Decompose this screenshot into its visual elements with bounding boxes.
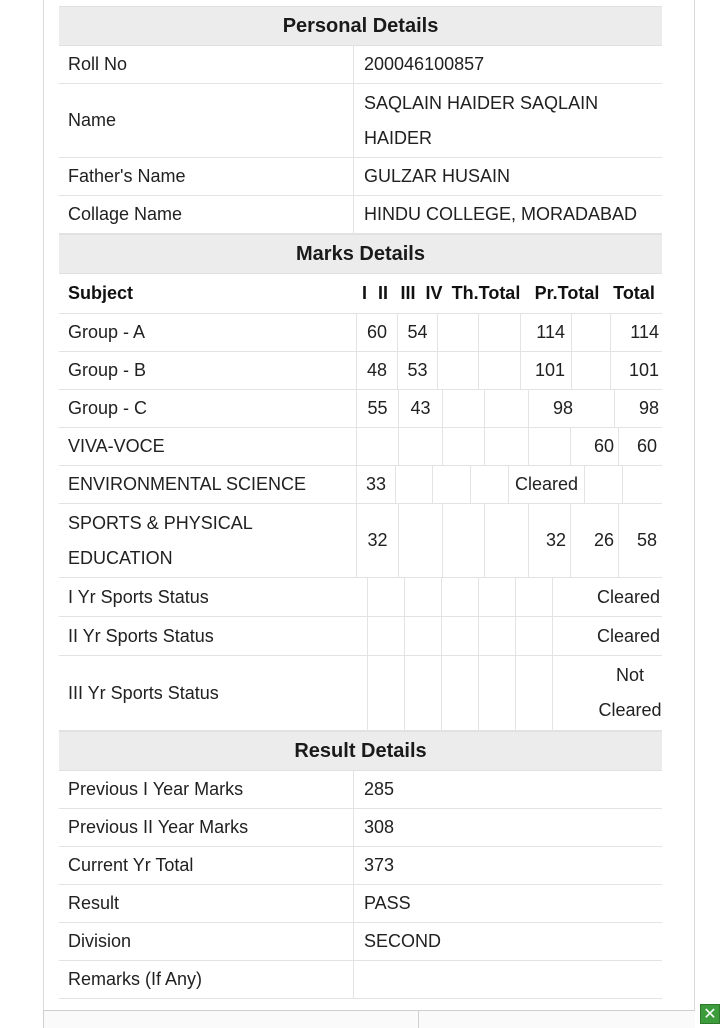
mark-iv [485, 390, 529, 427]
mark-pr [579, 390, 615, 427]
mark-i: 33 [357, 466, 396, 503]
prev1-value: 285 [353, 771, 662, 808]
status-value: Cleared [596, 586, 660, 607]
col-iv-header: IV [425, 283, 443, 303]
sports-status-row-2 [59, 617, 662, 656]
status-cell [479, 617, 516, 655]
result-card [59, 6, 662, 999]
father-row [59, 158, 662, 196]
mark-ii [399, 428, 443, 465]
status-cell [516, 617, 553, 655]
mark-total: 114 [630, 322, 659, 342]
marks-row-environmental-science [59, 466, 662, 504]
mark-ii: 53 [398, 352, 438, 389]
mark-i: 60 [357, 314, 398, 351]
bottom-table-border [43, 1011, 696, 1028]
current-total-label: Current Yr Total [68, 855, 194, 875]
mark-i [357, 428, 399, 465]
roll-label: Roll No [68, 54, 128, 74]
mark-iv [479, 314, 521, 351]
col-ii-header: II [377, 283, 388, 303]
mark-iii [443, 428, 485, 465]
bottom-table-edge [43, 1010, 695, 1028]
col-iii-header: III [400, 283, 416, 303]
mark-th [529, 428, 571, 465]
status-cell [516, 656, 553, 730]
mark-iii [438, 352, 479, 389]
mark-pr [571, 314, 611, 351]
mark-pr [585, 466, 623, 503]
subject-cell: ENVIRONMENTAL SCIENCE [68, 474, 307, 494]
college-label: Collage Name [68, 204, 183, 224]
mark-total: 60 [636, 436, 657, 456]
mark-th: Cleared [509, 466, 585, 503]
roll-value: 200046100857 [353, 46, 662, 83]
mark-iii [433, 466, 471, 503]
status-cell [516, 578, 553, 616]
marks-header-row [59, 274, 662, 314]
mark-total [623, 466, 662, 503]
marks-row-group-a [59, 314, 662, 352]
roll-row [59, 46, 662, 84]
status-cell [405, 617, 442, 655]
prev2-value: 308 [353, 809, 662, 846]
result-label: Result [68, 893, 120, 913]
prev1-row [59, 771, 662, 809]
subject-cell: SPORTS & PHYSICAL EDUCATION [68, 512, 253, 568]
status-cell [368, 578, 405, 616]
mark-iv [479, 352, 521, 389]
mark-i: 48 [357, 352, 398, 389]
status-cell [442, 656, 479, 730]
mark-i: 32 [357, 504, 399, 577]
mark-pr: 26 [571, 504, 619, 577]
subject-header: Subject [68, 283, 134, 303]
marks-row-viva-voce [59, 428, 662, 466]
current-total-value: 373 [353, 847, 662, 884]
mark-iv [485, 428, 529, 465]
prev2-label: Previous II Year Marks [68, 817, 249, 837]
mark-ii: 43 [399, 390, 443, 427]
mark-total: 101 [628, 360, 659, 380]
mark-pr: 60 [571, 428, 619, 465]
col-total-header: Total [613, 283, 655, 303]
mark-iii [438, 314, 479, 351]
status-cell [405, 578, 442, 616]
name-row [59, 84, 662, 158]
remarks-label: Remarks (If Any) [68, 969, 203, 989]
col-th-header: Th.Total [451, 283, 521, 303]
frame-left-border [43, 0, 44, 1010]
status-value: Not Cleared [598, 665, 662, 720]
mark-iii [443, 504, 485, 577]
subject-cell: Group - B [68, 360, 147, 380]
status-label: II Yr Sports Status [68, 625, 214, 646]
mark-iv [485, 504, 529, 577]
result-row [59, 885, 662, 923]
division-label: Division [68, 931, 132, 951]
status-value: Cleared [596, 625, 660, 646]
marks-details-heading: Marks Details [59, 234, 662, 274]
marks-row-group-c [59, 390, 662, 428]
name-label: Name [68, 110, 117, 130]
status-label: I Yr Sports Status [68, 586, 209, 607]
college-value: HINDU COLLEGE, MORADABAD [353, 196, 662, 233]
status-cell [368, 617, 405, 655]
division-value: SECOND [353, 923, 662, 960]
father-label: Father's Name [68, 166, 186, 186]
status-label: III Yr Sports Status [68, 682, 219, 703]
division-row [59, 923, 662, 961]
bottom-table-divider [418, 1011, 419, 1028]
prev1-label: Previous I Year Marks [68, 779, 244, 799]
mark-pr [571, 352, 611, 389]
status-cell [442, 617, 479, 655]
mark-total: 98 [638, 398, 659, 418]
status-cell [368, 656, 405, 730]
marks-row-sports-physical-education [59, 504, 662, 578]
mark-th: 114 [536, 322, 565, 342]
close-icon[interactable]: ✕ [700, 1004, 720, 1024]
marks-row-group-b [59, 352, 662, 390]
mark-i: 55 [357, 390, 399, 427]
personal-details-heading: Personal Details [59, 6, 662, 46]
result-value: PASS [353, 885, 662, 922]
status-cell [405, 656, 442, 730]
subject-cell: VIVA-VOCE [68, 436, 165, 456]
mark-ii [399, 504, 443, 577]
status-cell [479, 656, 516, 730]
name-value: SAQLAIN HAIDER SAQLAIN HAIDER [353, 84, 662, 157]
mark-ii [396, 466, 433, 503]
status-cell [442, 578, 479, 616]
mark-iii [443, 390, 485, 427]
sports-status-row-3 [59, 656, 662, 731]
frame-right-border [694, 0, 695, 1010]
remarks-row [59, 961, 662, 999]
prev2-row [59, 809, 662, 847]
father-value: GULZAR HUSAIN [353, 158, 662, 195]
mark-ii: 54 [398, 314, 438, 351]
subject-cell: Group - A [68, 322, 146, 342]
remarks-value [353, 961, 662, 998]
college-row [59, 196, 662, 234]
mark-total: 58 [636, 530, 657, 550]
mark-th: 98 [552, 398, 573, 418]
subject-cell: Group - C [68, 398, 148, 418]
mark-th: 32 [529, 504, 571, 577]
col-i-header: I [361, 283, 367, 303]
mark-th: 101 [534, 360, 565, 380]
result-details-heading: Result Details [59, 731, 662, 771]
col-pr-header: Pr.Total [534, 283, 600, 303]
current-total-row [59, 847, 662, 885]
status-cell [479, 578, 516, 616]
sports-status-row-1 [59, 578, 662, 617]
mark-iv [471, 466, 509, 503]
